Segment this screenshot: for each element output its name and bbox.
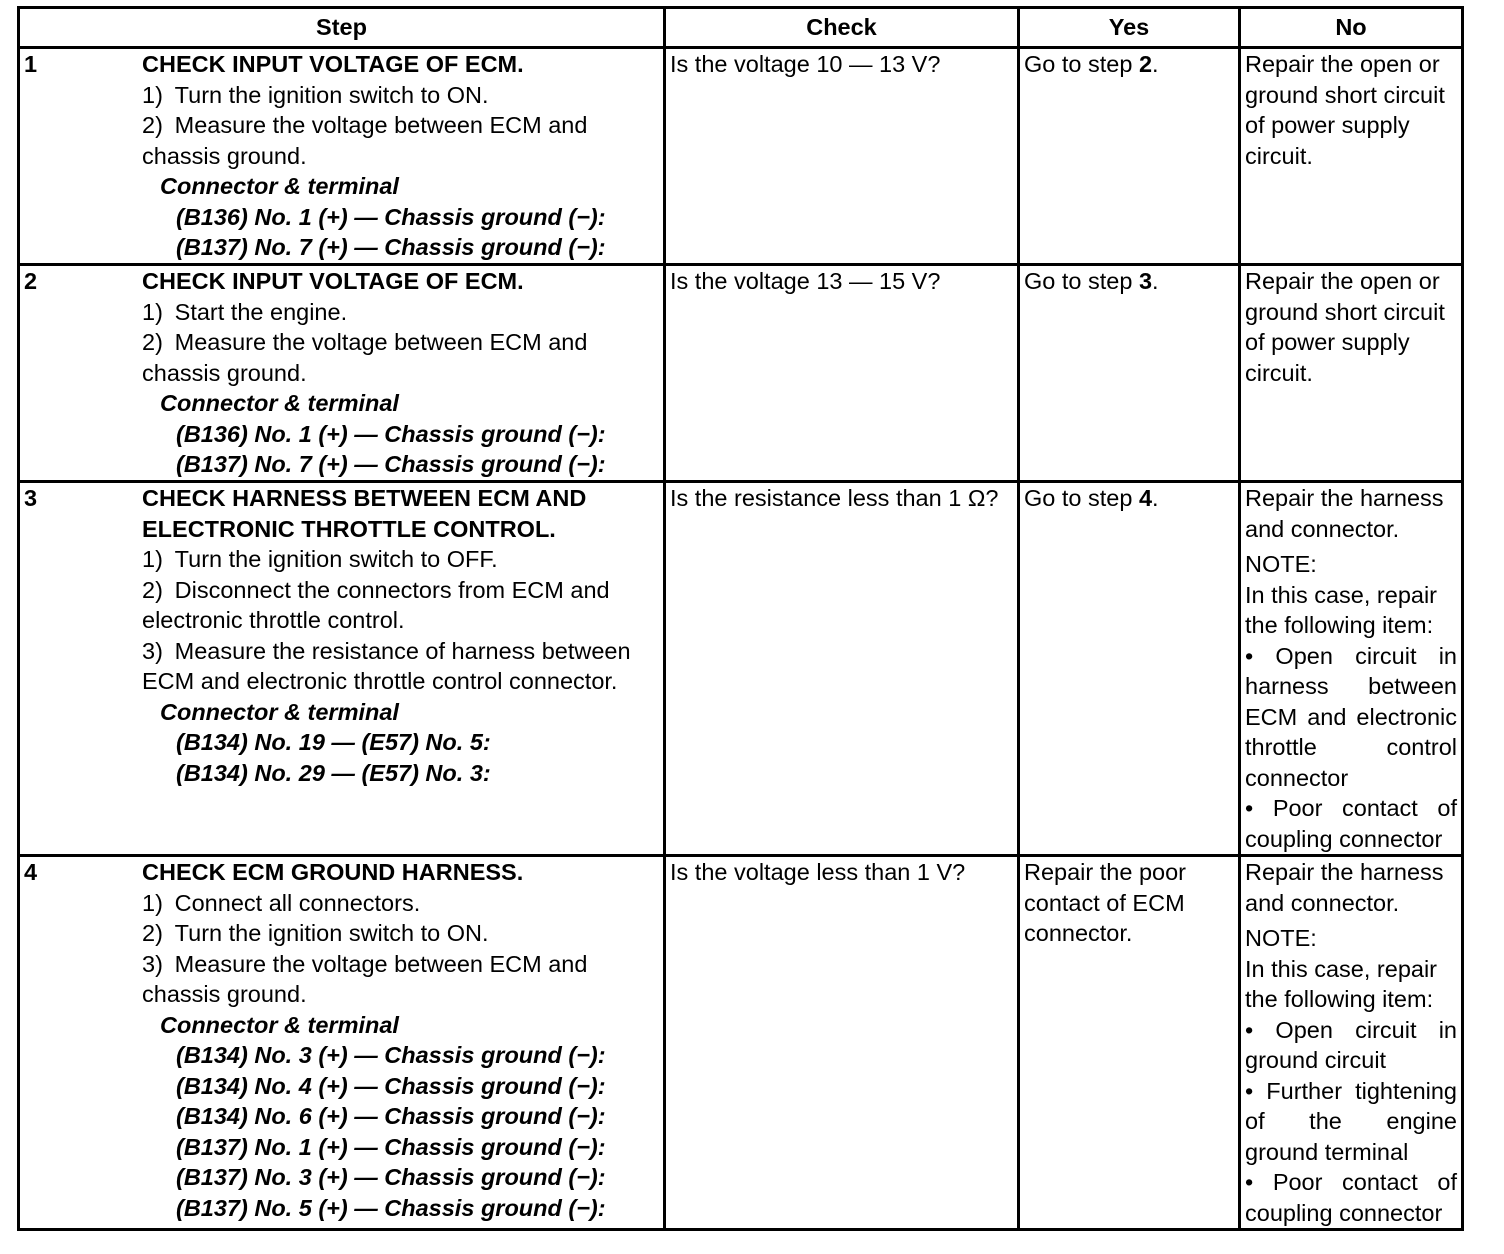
connector-heading: Connector & terminal (160, 173, 399, 199)
no-cell (1240, 482, 1463, 856)
note-intro: In this case, repair the following item: (1245, 581, 1438, 638)
step-cell (19, 48, 665, 265)
step-action: 1) Turn the ignition switch to ON. (142, 81, 489, 108)
step-action: 2) Disconnect the connectors from ECM and electronic throttle control. (142, 576, 610, 633)
terminal-spec: (B136) No. 1 (+) — Chassis ground (−): (176, 203, 606, 230)
yes-end: . (1152, 268, 1159, 294)
connector-heading: Connector & terminal (160, 698, 399, 725)
terminal-spec: (B134) No. 29 — (E57) No. 3: (176, 759, 491, 786)
no-text: Repair the open or ground short circuit of power supply circuit. (1245, 51, 1445, 169)
yes-end: . (1152, 485, 1159, 511)
no-cell (1240, 856, 1463, 1230)
check-cell: Is the voltage 13 — 15 V? (665, 265, 1019, 482)
step-title: CHECK INPUT VOLTAGE OF ECM. (142, 51, 524, 77)
table-row (19, 265, 1463, 482)
yes-step: 2 (1138, 51, 1153, 77)
yes-text: Go to step (1024, 485, 1139, 511)
step-action: 1) Connect all connectors. (142, 889, 421, 916)
terminal-spec: (B137) No. 1 (+) — Chassis ground (−): (176, 1133, 606, 1160)
step-action: 3) Measure the voltage between ECM and chassis ground. (142, 950, 588, 1007)
header-yes: Yes (1019, 8, 1240, 48)
yes-cell (1019, 482, 1240, 856)
step-title: CHECK ECM GROUND HARNESS. (142, 859, 524, 885)
step-action: 2) Measure the voltage between ECM and chassis ground. (142, 112, 588, 169)
table-row (19, 856, 1463, 1230)
connector-heading: Connector & terminal (160, 1011, 399, 1038)
connector-heading: Connector & terminal (160, 390, 399, 416)
yes-cell (1019, 265, 1240, 482)
note-intro: In this case, repair the following item: (1245, 955, 1438, 1012)
step-cell (19, 265, 665, 482)
yes-text: Go to step (1024, 51, 1139, 77)
header-check: Check (665, 8, 1019, 48)
step-number: 4 (24, 859, 38, 885)
terminal-spec: (B134) No. 3 (+) — Chassis ground (−): (176, 1042, 606, 1068)
note-item: • Open circuit in ground circuit (1245, 1016, 1457, 1073)
table-row (19, 482, 1463, 856)
step-number: 1 (24, 51, 38, 77)
terminal-spec: (B134) No. 6 (+) — Chassis ground (−): (176, 1103, 606, 1129)
table-row (19, 48, 1463, 265)
yes-cell (1019, 48, 1240, 265)
note-item: • Poor contact of coupling connector (1245, 795, 1457, 852)
yes-step: 3 (1138, 268, 1153, 294)
note-heading: NOTE: (1245, 551, 1317, 577)
check-cell: Is the voltage less than 1 V? (665, 856, 1019, 1230)
note-item: • Further tightening of the engine ground terminal (1245, 1077, 1457, 1165)
step-action: 3) Measure the resistance of harness between ECM and electronic throttle control connector. (142, 637, 631, 694)
check-cell: Is the voltage 10 — 13 V? (665, 48, 1019, 265)
terminal-spec: (B134) No. 4 (+) — Chassis ground (−): (176, 1072, 606, 1099)
terminal-spec: (B134) No. 19 — (E57) No. 5: (176, 729, 491, 755)
header-row (19, 8, 1463, 48)
step-number: 3 (24, 485, 38, 511)
yes-text: Go to step (1024, 268, 1139, 294)
header-step: Step (19, 8, 665, 48)
no-cell (1240, 265, 1463, 482)
terminal-spec: (B136) No. 1 (+) — Chassis ground (−): (176, 420, 606, 447)
terminal-spec: (B137) No. 7 (+) — Chassis ground (−): (176, 451, 606, 477)
check-cell: Is the resistance less than 1 Ω? (665, 482, 1019, 856)
no-repair: Repair the harness and connector. (1245, 485, 1444, 542)
note-item: • Open circuit in harness between ECM and electronic throttle control connector (1245, 642, 1457, 791)
step-title: CHECK INPUT VOLTAGE OF ECM. (142, 268, 524, 294)
step-cell (19, 482, 665, 856)
yes-end: . (1152, 51, 1159, 77)
step-action: 2) Turn the ignition switch to ON. (142, 920, 489, 946)
step-number: 2 (24, 268, 38, 294)
terminal-spec: (B137) No. 5 (+) — Chassis ground (−): (176, 1194, 606, 1221)
step-title: CHECK HARNESS BETWEEN ECM AND ELECTRONIC THROTTLE CONTROL. (142, 485, 587, 542)
step-cell (19, 856, 665, 1230)
note-item: • Poor contact of coupling connector (1245, 1169, 1457, 1226)
step-action: 2) Measure the voltage between ECM and chassis ground. (142, 329, 588, 386)
step-action: 1) Start the engine. (142, 298, 348, 325)
terminal-spec: (B137) No. 7 (+) — Chassis ground (−): (176, 234, 606, 260)
step-action: 1) Turn the ignition switch to OFF. (142, 546, 498, 572)
terminal-spec: (B137) No. 3 (+) — Chassis ground (−): (176, 1164, 606, 1190)
no-repair: Repair the harness and connector. (1245, 859, 1444, 916)
no-text: Repair the open or ground short circuit of power supply circuit. (1245, 268, 1445, 386)
diagnostic-table (17, 6, 1464, 1231)
header-no: No (1240, 8, 1463, 48)
note-heading: NOTE: (1245, 925, 1317, 951)
yes-cell: Repair the poor contact of ECM connector. (1019, 856, 1240, 1230)
yes-step: 4 (1138, 485, 1153, 511)
no-cell (1240, 48, 1463, 265)
